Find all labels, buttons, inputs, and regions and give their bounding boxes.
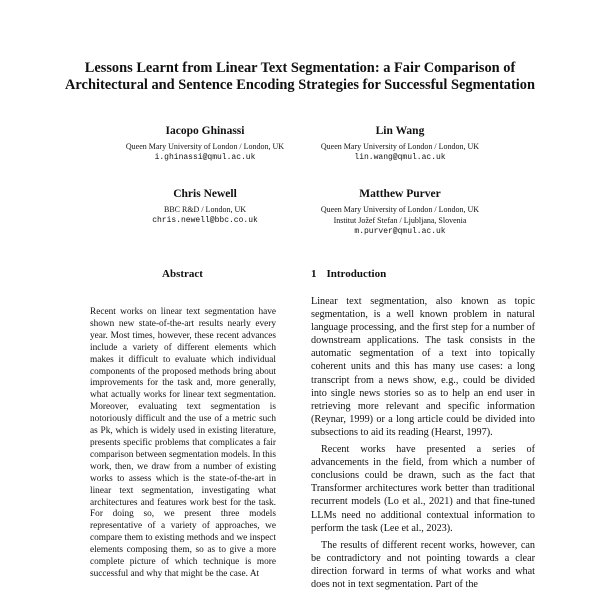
author-block — [290, 124, 510, 163]
author-block — [95, 124, 315, 163]
section-heading — [311, 268, 386, 280]
section-number: 1 — [311, 268, 317, 280]
paragraph: The results of different recent works, however, can be contradictory and not pointing towards a clear direction forward in terms of what works and what does not in text segmentation. Part of the — [311, 539, 535, 590]
paragraph: Linear text segmentation, also known as topic segmentation, is a well known problem in natural language processing, and the first step for a number of downstream applications. The task consists in the automatic segmentation of a text into topically coherent units and this has many use cases: a long transcript from a news show, e.g., could be divided into single news stories so as to help an end user in retrieving more relevant and specific information (Reynar, 1999) or a long article could be divided into subsections to aid its reading (Hearst, 1997). — [311, 296, 535, 438]
author-block — [290, 187, 510, 237]
author-email: i.ghinassi@qmul.ac.uk — [154, 153, 256, 162]
author-name: Lin Wang — [375, 125, 425, 137]
author-name: Chris Newell — [173, 188, 237, 200]
author-affiliation: BBC R&D / London, UK — [163, 205, 246, 214]
abstract-heading: Abstract — [162, 268, 203, 280]
abstract-text: Recent works on linear text segmentation have shown new state-of-the-art results nearly every year. Most times, however, these recent advances include a variety of different elements which makes it difficult to evaluate which individual components of the proposed methods bring about improvements for the task and, more generally, what actually works for linear text segmentation. Moreover, evaluating text segmentation is notoriously difficult and the use of a metric such as Pk, which is widely used in existing literature, presents specific problems that complicates a fair comparison between segmentation models. In this work, then, we draw from a number of existing works to assess which is the state-of-the-art in linear text segmentation, investigating what architectures and features work best for the task. For doing so, we present three models representative of a variety of approaches, we compare them to existing methods and we inspect elements composing them, so as to give a more complete picture of which technique is more successful and why that might be the case. At — [90, 307, 276, 579]
author-affiliation: Queen Mary University of London / London, UK — [320, 205, 480, 214]
paragraph: Recent works have presented a series of advancements in the field, from which a number of conclusions could be drawn, such as the fact that Transformer architectures work better than traditional recurrent models (Lo et al., 2021) and that fine-tuned LLMs need no additional contextual information to perform the task (Lee et al., 2023). — [311, 444, 535, 534]
author-block — [95, 187, 315, 226]
author-name: Iacopo Ghinassi — [165, 125, 245, 137]
author-email: m.purver@qmul.ac.uk — [354, 227, 446, 236]
author-affiliation: Queen Mary University of London / London, UK — [320, 142, 480, 151]
section-title: Introduction — [326, 268, 387, 280]
author-affiliation: Queen Mary University of London / London, UK — [125, 142, 285, 151]
author-affiliation-secondary: Institut Jožef Stefan / Ljubljana, Slovenia — [333, 216, 467, 225]
paper-title: Lessons Learnt from Linear Text Segmentation: a Fair Comparison of Architectural and Sentence Encoding Strategies for Successful Segmentation — [65, 60, 535, 93]
author-email: chris.newell@bbc.co.uk — [152, 216, 258, 225]
introduction-body — [311, 295, 535, 595]
author-name: Matthew Purver — [359, 188, 441, 200]
author-email: lin.wang@qmul.ac.uk — [354, 153, 446, 162]
